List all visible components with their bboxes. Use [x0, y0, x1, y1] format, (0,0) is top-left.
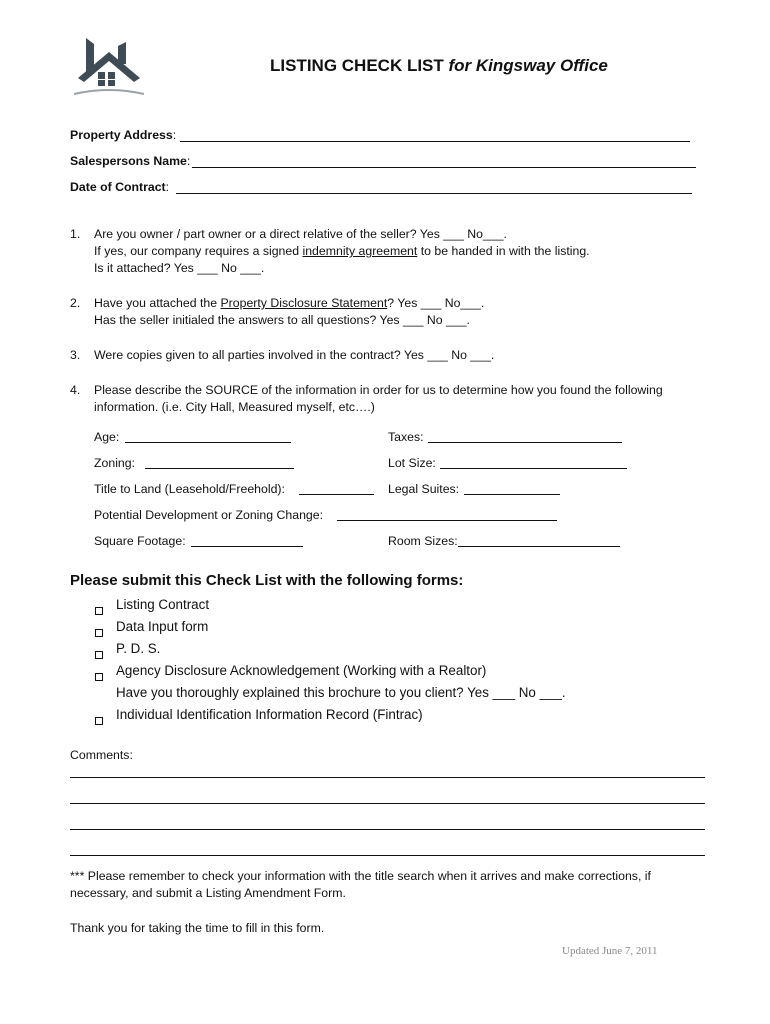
- reminder-line-1: *** Please remember to check your information with the title search when it arrives and make corrections, if: [70, 869, 651, 883]
- legal-suites-label: Legal Suites:: [388, 482, 460, 496]
- form-item-data-input: Data Input form: [116, 619, 209, 634]
- q4-line1: Please describe the SOURCE of the information in order for us to determine how you found the following: [94, 383, 663, 397]
- salespersons-name-field[interactable]: [192, 167, 696, 168]
- brochure-question: Have you thoroughly explained this brochure to you client? Yes ___ No ___.: [116, 685, 566, 700]
- comments-line-3[interactable]: [70, 829, 705, 830]
- age-field[interactable]: [125, 442, 291, 443]
- age-label: Age:: [94, 430, 120, 444]
- zoning-label: Zoning:: [94, 456, 136, 470]
- reminder-line-2: necessary, and submit a Listing Amendment Form.: [70, 886, 346, 900]
- salespersons-name-label: Salespersons Name:: [70, 154, 191, 168]
- q2-line2: Has the seller initialed the answers to all questions? Yes ___ No ___.: [94, 313, 470, 327]
- comments-line-1[interactable]: [70, 777, 705, 778]
- comments-line-2[interactable]: [70, 803, 705, 804]
- updated-date: Updated June 7, 2011: [562, 945, 658, 957]
- q1-number: 1.: [70, 227, 81, 241]
- date-of-contract-field[interactable]: [176, 193, 692, 194]
- date-of-contract-label: Date of Contract:: [70, 180, 170, 194]
- form-item-pds: P. D. S.: [116, 641, 161, 656]
- checkbox-fintrac[interactable]: [95, 712, 103, 730]
- page-title: [270, 56, 608, 76]
- thanks-text: Thank you for taking the time to fill in this form.: [70, 921, 325, 935]
- checkbox-agency-disclosure[interactable]: [95, 668, 103, 686]
- form-item-listing-contract: Listing Contract: [116, 597, 210, 612]
- taxes-field[interactable]: [428, 442, 622, 443]
- potential-development-field[interactable]: [337, 520, 557, 521]
- checkbox-listing-contract[interactable]: [95, 602, 103, 620]
- indemnity-agreement-link: indemnity agreement: [302, 244, 418, 258]
- q3-line1: Were copies given to all parties involved in the contract? Yes ___ No ___.: [94, 348, 495, 362]
- potential-development-label: Potential Development or Zoning Change:: [94, 508, 323, 522]
- q1-line2: If yes, our company requires a signed indemnity agreement to be handed in with the listing.: [94, 244, 590, 258]
- checkbox-data-input[interactable]: [95, 624, 103, 642]
- property-address-field[interactable]: [180, 141, 690, 142]
- lot-size-field[interactable]: [440, 468, 627, 469]
- q2-number: 2.: [70, 296, 81, 310]
- q4-line2: information. (i.e. City Hall, Measured myself, etc….): [94, 400, 375, 414]
- company-logo: [72, 34, 148, 100]
- q2-line1: Have you attached the Property Disclosure Statement? Yes ___ No___.: [94, 296, 485, 310]
- lot-size-label: Lot Size:: [388, 456, 436, 470]
- room-sizes-field[interactable]: [458, 546, 620, 547]
- taxes-label: Taxes:: [388, 430, 424, 444]
- title-to-land-label: Title to Land (Leasehold/Freehold):: [94, 482, 285, 496]
- square-footage-label: Square Footage:: [94, 534, 186, 548]
- title-main: LISTING CHECK LIST: [270, 56, 444, 75]
- form-item-agency-disclosure: Agency Disclosure Acknowledgement (Working with a Realtor): [116, 663, 487, 678]
- form-item-fintrac: Individual Identification Information Record (Fintrac): [116, 707, 423, 722]
- q1-line1: Are you owner / part owner or a direct relative of the seller? Yes ___ No___.: [94, 227, 507, 241]
- square-footage-field[interactable]: [191, 546, 303, 547]
- comments-line-4[interactable]: [70, 855, 705, 856]
- comments-label: Comments:: [70, 748, 133, 762]
- q4-number: 4.: [70, 383, 81, 397]
- zoning-field[interactable]: [145, 468, 294, 469]
- house-logo-icon: [72, 34, 148, 100]
- q3-number: 3.: [70, 348, 81, 362]
- title-to-land-field[interactable]: [299, 494, 374, 495]
- forms-heading: Please submit this Check List with the following forms:: [70, 572, 464, 589]
- title-office: for Kingsway Office: [448, 56, 608, 75]
- q1-line3: Is it attached? Yes ___ No ___.: [94, 261, 265, 275]
- property-disclosure-link: Property Disclosure Statement: [220, 296, 388, 310]
- property-address-label: Property Address:: [70, 128, 177, 142]
- checkbox-pds[interactable]: [95, 646, 103, 664]
- room-sizes-label: Room Sizes:: [388, 534, 458, 548]
- legal-suites-field[interactable]: [464, 494, 560, 495]
